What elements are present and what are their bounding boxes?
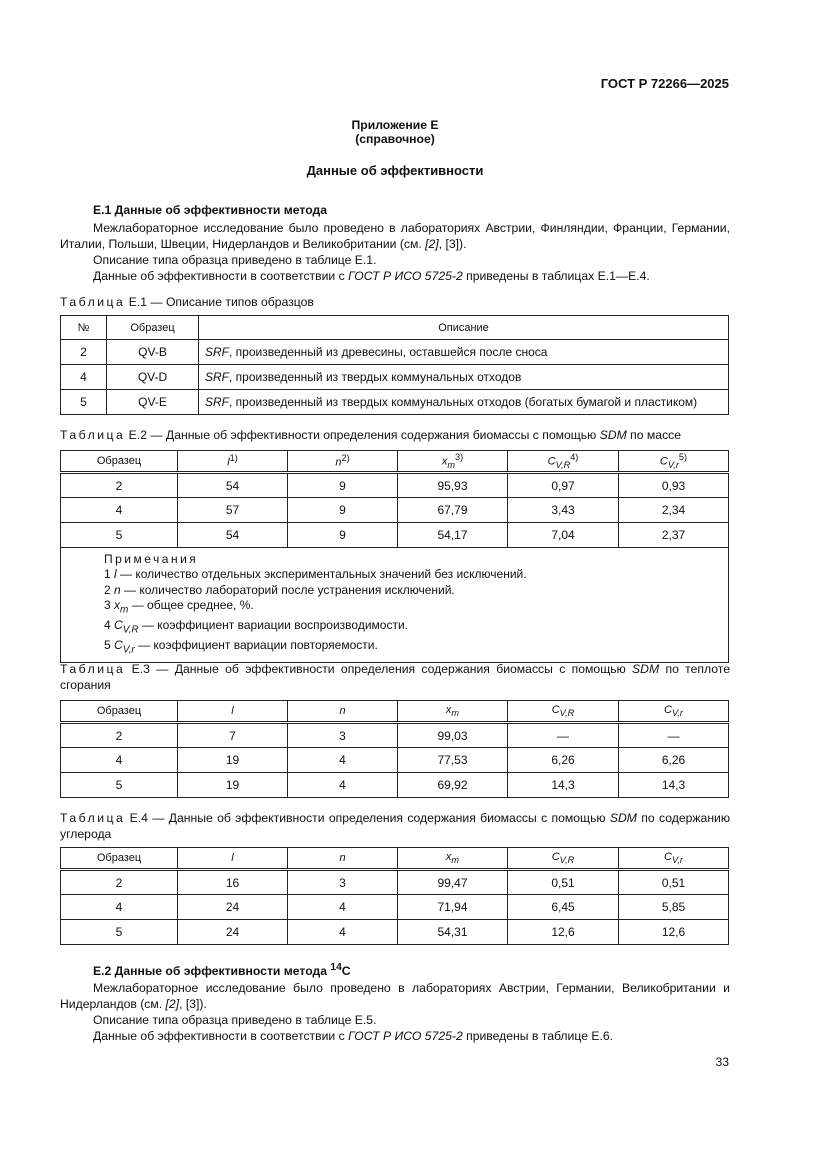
table-e2-caption: Таблица Е.2 — Данные об эффективности определения содержания биомассы с помощью SDM по массе (60, 428, 682, 442)
note-item: 4 $C_{V,R}$ — коэффициент вариации воспроизводимости. (104, 618, 408, 636)
table-header-cell: n (288, 848, 398, 870)
table-header-cell: Образец (61, 848, 178, 870)
table-header-cell: $x_m$ (398, 701, 508, 723)
table-header-cell: Образец (61, 701, 178, 723)
table-header-cell: l (178, 848, 288, 870)
table-row: 4 24 4 71,94 6,45 5,85 (61, 895, 729, 920)
table-row: 4 57 9 67,79 3,43 2,34 (61, 498, 729, 523)
table-e4-caption: Таблица Е.4 — Данные об эффективности определения содержания биомассы с помощью SDM по содержанию углерода (60, 811, 730, 841)
note-item: 3 $x_m$ — общее среднее, %. (104, 598, 254, 616)
table-e3-caption: Таблица Е.3 — Данные об эффективности определения содержания биомассы с помощью SDM по теплоте сгорания (60, 662, 730, 692)
section-e1-paragraph-2: Описание типа образца приведено в таблице Е.1. (93, 253, 377, 267)
table-header-cell: $C_{V,r}$ (619, 848, 729, 870)
table-header-cell: $C_{V,R}$ (508, 701, 619, 723)
table-row: 5 24 4 54,31 12,6 12,6 (61, 920, 729, 945)
page-number: 33 (715, 1055, 729, 1069)
section-e2-paragraph-3: Данные об эффективности в соответствии с ГОСТ Р ИСО 5725-2 приведены в таблице Е.6. (93, 1029, 614, 1043)
table-header-cell: Образец (107, 316, 199, 340)
table-row: 4 QV-D SRF, произведенный из твердых коммунальных отходов (61, 365, 729, 390)
document-code: ГОСТ Р 72266—2025 (600, 76, 729, 91)
table-row: 2 QV-B SRF, произведенный из древесины, оставшейся после сноса (61, 340, 729, 365)
table-notes-row (61, 548, 729, 663)
section-e2-paragraph-1: Межлабораторное исследование было проведено в лабораториях Австрии, Германии, Великобритании и Нидерландов (см. [2], [3]). (60, 981, 730, 1011)
table-header-cell: l (178, 701, 288, 723)
table-header-cell: Образец (61, 451, 178, 473)
notes-title: Примечания (104, 552, 199, 566)
table-header-cell: $x_m^{3)}$ (398, 451, 508, 473)
table-header-cell: $n^{2)}$ (288, 451, 398, 473)
table-header-cell: № (61, 316, 107, 340)
table-header-cell: $l^{1)}$ (178, 451, 288, 473)
note-item: 1 l — количество отдельных экспериментальных значений без исключений. (104, 567, 527, 582)
table-e4 (60, 847, 729, 945)
table-row: 5 19 4 69,92 14,3 14,3 (61, 773, 729, 798)
table-e1 (60, 315, 729, 415)
appendix-subtitle: (справочное) (355, 132, 435, 146)
note-item: 5 $C_{V,r}$ — коэффициент вариации повторяемости. (104, 637, 378, 656)
table-e2 (60, 450, 729, 663)
section-e1-paragraph-1: Межлабораторное исследование было проведено в лабораториях Австрии, Финляндии, Франции, Германии, Италии, Польши, Швеции, Нидерландов и Великобритании (см. [2], [3]). (60, 221, 730, 251)
table-header-cell: n (288, 701, 398, 723)
section-e2-paragraph-2: Описание типа образца приведено в таблице Е.5. (93, 1013, 377, 1027)
section-e1-title: Е.1 Данные об эффективности метода (93, 203, 328, 217)
table-row: 5 QV-E SRF, произведенный из твердых коммунальных отходов (богатых бумагой и пластиком) (61, 390, 729, 415)
appendix-heading: Данные об эффективности (306, 163, 484, 178)
section-e2-title: Е.2 Данные об эффективности метода $^{14}$С (93, 962, 351, 979)
table-e3 (60, 700, 729, 798)
appendix-title: Приложение Е (351, 118, 439, 132)
table-header-cell: $C_{V,r}$ (619, 701, 729, 723)
table-row: 2 7 3 99,03 — — (61, 723, 729, 748)
table-header-cell: $C_{V,R}^{4)}$ (508, 451, 619, 473)
table-row: 5 54 9 54,17 7,04 2,37 (61, 523, 729, 548)
note-item: 2 n — количество лабораторий после устранения исключений. (104, 582, 455, 597)
table-row: 2 16 3 99,47 0,51 0,51 (61, 870, 729, 895)
table-row: 2 54 9 95,93 0,97 0,93 (61, 473, 729, 498)
table-header-cell: $C_{V,r}^{5)}$ (619, 451, 729, 473)
table-e1-caption: Таблица Е.1 — Описание типов образцов (60, 295, 314, 309)
table-header-cell: Описание (199, 316, 729, 340)
section-e1-paragraph-3: Данные об эффективности в соответствии с ГОСТ Р ИСО 5725-2 приведены в таблицах Е.1—Е.4. (93, 269, 650, 283)
table-header-cell: $x_m$ (398, 848, 508, 870)
table-row: 4 19 4 77,53 6,26 6,26 (61, 748, 729, 773)
table-header-cell: $C_{V,R}$ (508, 848, 619, 870)
